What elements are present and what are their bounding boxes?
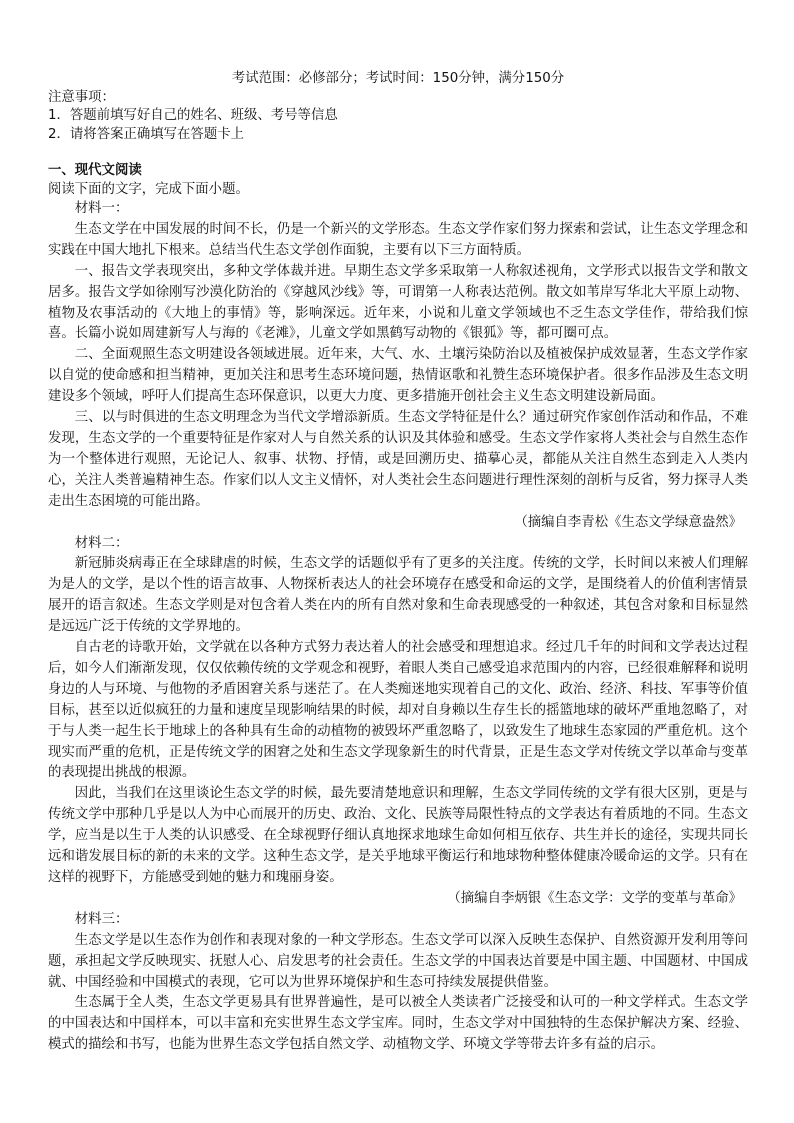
material-one-paragraph: 生态文学在中国发展的时间不长，仍是一个新兴的文学形态。生态文学作家们努力探索和尝试，让生态文学理念和实践在中国大地扎下根来。总结当代生态文学创作面貌，主要有以下三方面特质。 <box>48 221 748 258</box>
material-one <box>48 199 748 534</box>
notice-item-1: 1．答题前填写好自己的姓名、班级、考号等信息 <box>48 108 338 123</box>
material-one-paragraph: 二、全面观照生态文明建设各领域进展。近年来，大气、水、土壤污染防治以及植被保护成效显著，生态文学作家以自觉的使命感和担当精神，更加关注和思考生态环境问题，热情讴歌和礼赞生态环境保护者。很多作品涉及生态文明建设多个领域，呼吁人们提高生态环保意识，以更大力度、更多措施开创社会主义生态文明建设新局面。 <box>48 347 748 405</box>
exam-page <box>48 70 748 1056</box>
material-two-paragraph: 新冠肺炎病毒正在全球肆虐的时候，生态文学的话题似乎有了更多的关注度。传统的文学，长时间以来被人们理解为是人的文学，是以个性的语言故事、人物探析表达人的社会环境存在感受和命运的文学，是围绕着人的价值利害情景展开的语言叙述。生态文学则是对包含着人类在内的所有自然对象和生命表现感受的一种叙述，其包含对象和目标显然是远远广泛于传统的文学界地的。 <box>48 556 748 635</box>
section-title: 一、现代文阅读 <box>48 163 142 178</box>
material-two <box>48 534 748 910</box>
material-three <box>48 910 748 1056</box>
material-one-paragraph: 三、以与时俱进的生态文明理念为当代文学增添新质。生态文学特征是什么？通过研究作家创作活动和作品，不难发现，生态文学的一个重要特征是作家对人与自然关系的认识及其体验和感受。生态文学作家将人类社会与自然生态作为一个整体进行观照，无论记人、叙事、状物、抒情，或是回溯历史、描摹心灵，都能从关注自然生态到走入人类内心，关注人类普遍精神生态。作家们以人文主义情怀，对人类社会生态问题进行理性深刻的剖析与反省，努力探寻人类走出生态困境的可能出路。 <box>48 410 748 509</box>
notice-item-2: 2．请将答案正确填写在答题卡上 <box>48 126 244 142</box>
section-instruction: 阅读下面的文字，完成下面小题。 <box>48 181 249 197</box>
material-two-source: （摘编自李炳银《生态文学：文学的变革与革命》 <box>447 890 742 906</box>
material-three-label: 材料三： <box>74 911 129 927</box>
exam-info: 考试范围：必修部分；考试时间：150分钟，满分150分 <box>231 71 565 86</box>
notice-title: 注意事项： <box>48 89 115 105</box>
material-one-paragraph: 一、报告文学表现突出，多种文学体裁并进。早期生态文学多采取第一人称叙述视角，文学形式以报告文学和散文居多。报告文学如徐刚写沙漠化防治的《穿越风沙线》等，可谓第一人称表达范例。散文如苇岸写华北大平原上动物、植物及农事活动的《大地上的事情》等，影响深远。近年来，小说和儿童文学领域也不乏生态文学佳作，带给我们惊喜。长篇小说如周建新写人与海的《老滩》，儿童文学如黑鹤写动物的《银狐》等，都可圈可点。 <box>48 263 748 342</box>
material-one-source: （摘编自李青松《生态文学绿意盎然》 <box>514 514 742 530</box>
material-two-label: 材料二： <box>74 535 129 551</box>
spacer <box>48 144 748 162</box>
material-one-label: 材料一： <box>74 201 129 216</box>
material-three-paragraph: 生态文学是以生态作为创作和表现对象的一种文学形态。生态文学可以深入反映生态保护、自然资源开发利用等问题，承担起文学反映现实、抚慰人心、启发思考的社会责任。生态文学的中国表达首要是中国主题、中国题材、中国成就、中国经验和中国模式的表现，它可以为世界环境保护和生态可持续发展提供借鉴。 <box>48 932 748 990</box>
material-three-paragraph: 生态属于全人类，生态文学更易具有世界普遍性，是可以被全人类读者广泛接受和认可的一种文学样式。生态文学的中国表达和中国样本，可以丰富和充实世界生态文学宝库。同时，生态文学对中国独特的生态保护解决方案、经验、模式的描绘和书写，也能为世界生态文学包括自然文学、动植物文学、环境文学等带去许多有益的启示。 <box>48 995 748 1053</box>
material-two-paragraph: 因此，当我们在这里谈论生态文学的时候，最先要清楚地意识和理解，生态文学同传统的文学有很大区别，更是与传统文学中那种几乎是以人为中心而展开的历史、政治、文化、民族等局限性特点的文学表达有着质地的不同。生态文学，应当是以生于人类的认识感受、在全球视野仔细认真地探求地球生命如何相互依存、共生并长的途径，实现共同长远和谐发展目标的新的未来的文学。这种生态文学，是关乎地球平衡运行和地球物种整体健康冷暖命运的文学。只有在这样的视野下，方能感受到她的魅力和瑰丽身姿。 <box>48 786 748 885</box>
material-two-paragraph: 自古老的诗歌开始，文学就在以各种方式努力表达着人的社会感受和理想追求。经过几千年的时间和文学表达过程后，如今人们渐渐发现，仅仅依赖传统的文学观念和视野，着眼人类自己感受追求范围内的内容，已经很难解释和说明身边的人与环境、与他物的矛盾困窘关系与迷茫了。在人类痴迷地实现着自己的文化、政治、经济、科技、军事等价值目标，甚至以近似疯狂的力量和速度呈现影响结果的时候，却对自身赖以生存生长的摇篮地球的破坏严重地忽略了，对于与人类一起生长于地球上的各种具有生命的动植物的被毁坏严重忽略了，以致发生了地球生态家园的严重危机。这个现实而严重的危机，正是传统文学的困窘之处和生态文学现象新生的时代背景，正是生态文学对传统文学以革命与变革的表现提出挑战的根源。 <box>48 640 748 781</box>
